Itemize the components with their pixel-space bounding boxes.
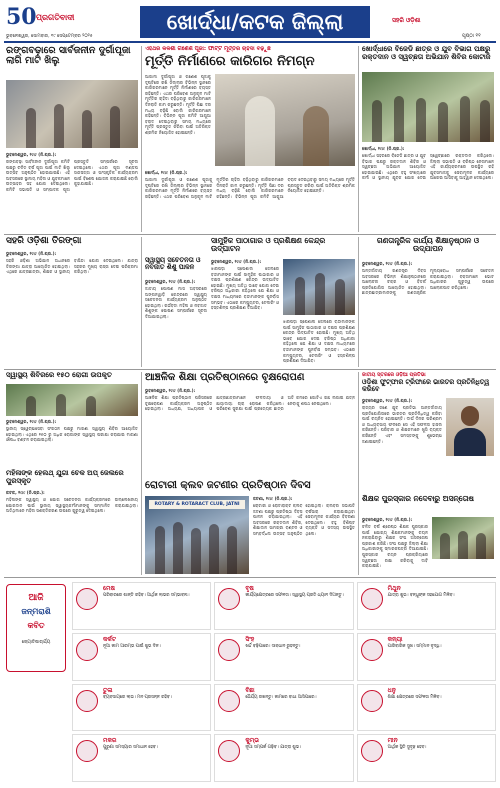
article-body-cont: ଝାରପଡ଼ା ସ୍ପେଶାଲ ଜେଲରେ ବନ୍ଦୀମାନଙ୍କ ପାଇଁ ସାମୁହିକ ପାଠାଗାର ଓ ଦକ୍ଷତା ପ୍ରଶିକ୍ଷଣ କେନ୍ଦ୍ର ଉଦ୍‌ଘାଟିତ ହୋଇଛି। ମୁଖ୍ୟ ଅତିଥି ଭାବେ ଯୋଗ ଦେଇ ବରିଷ୍ଠ ଅଧିକାରୀ କହିଥିଲେ ଯେ ଶିକ୍ଷା ଓ ଦକ୍ଷତା ମାଧ୍ୟମରେ ବନ୍ଦୀମାନଙ୍କ ପୁନର୍ବାସ ସମ୍ଭବ। ଏଠାରେ କମ୍ପ୍ୟୁଟର, ଟେଲରିଂ ଓ ହସ୍ତଶିଳ୍ପ ପ୍ରଶିକ୍ଷଣ ଦିଆଯିବ। xyxy=(283,319,355,364)
article-photo xyxy=(362,72,494,142)
zodiac-icon xyxy=(361,639,383,661)
article-body: ସହରି ଓଡ଼ିଶା ଅଭିଯାନ ଅଧୀନରେ ତିରଙ୍ଗା ଯାତ୍ରା ଆୟୋଜିତ ହୋଇଥିଲା। ଏଥିରେ ଛାତ୍ରଛାତ୍ରୀ, ଶିକ୍ଷକ ଓ ସ୍ଥାନୀୟ ବାସିନ୍ଦା ଯୋଗ ଦେଇଥିଲେ। ଯାତ୍ରା ସହରର ମୁଖ୍ୟ ରାସ୍ତା ଦେଇ ପରିକ୍ରମା କରିଥିଲା। xyxy=(6,258,138,275)
article-kicker: ଜାତୀୟ ସ୍ତରରେ ଓଡ଼ିଆ ପ୍ରତିଭା xyxy=(362,372,426,378)
article-body: ସ୍ଥାନୀୟ ସ୍ୱେଚ୍ଛାସେବୀ ସଂଗଠନ ପକ୍ଷରୁ ମାଗଣା ସ୍ୱାସ୍ଥ୍ୟ ଶିବିର ଆୟୋଜିତ ହୋଇଥିଲା। ଏଥିରେ ୧୫୦ ରୁ ଅଧିକ ରୋଗୀଙ୍କ ସ୍ୱାସ୍ଥ୍ୟ ପରୀକ୍ଷା କରାଯାଇ ମାଗଣା ଔଷଧ ବଣ୍ଟନ କରାଯାଇଥିଲା। xyxy=(6,426,138,443)
zodiac-icon xyxy=(218,588,240,610)
dateline: ଭୁବନେଶ୍ୱର, ୨୯ା୯ (ନି.ପ୍ର.): xyxy=(145,388,196,393)
zodiac-name: ବିଛା xyxy=(245,686,255,694)
dateline: ଭୁବନେଶ୍ୱର, ୨୯ା୯ (ନି.ପ୍ର.): xyxy=(145,279,196,284)
zodiac-name: ମକର xyxy=(103,737,117,745)
zodiac-text: ପୁରୁଣା ସମସ୍ୟାର ସମାଧାନ ହେବ। xyxy=(103,745,158,751)
article-body: ରାଜ୍ୟର ଜଣେ ଯୁବ ପ୍ରତିଭା ଆନ୍ତର୍ଜାତୀୟ ପ୍ରତିଯୋଗିତାରେ ଭାରତର ପ୍ରତିନିଧିତ୍ୱ କରିବା ପାଇଁ ଚୟନିତ ହୋଇଛନ୍ତି। ଦୀର୍ଘ ଦିନର ପରିଶ୍ରମ ଓ ଅଧ୍ୟବସାୟ ଫଳରେ ସେ ଏହି ସଫଳତା ହାସଲ କରିଛନ୍ତି। ପରିବାର ଓ ଶିକ୍ଷକମାନେ ଖୁସି ବ୍ୟକ୍ତ କରିଛନ୍ତି ଏବଂ ସମସ୍ତଙ୍କୁ ଶୁଭେଚ୍ଛା ଜଣାଇଛନ୍ତି। xyxy=(362,405,442,444)
dateline: ଖୋର୍ଦ୍ଧା, ୨୯ା୯ (ନି.ପ୍ର.): xyxy=(362,146,405,151)
dateline: ଭୁବନେଶ୍ୱର, ୨୯ା୯ (ନି.ପ୍ର.): xyxy=(6,152,57,157)
article-title: ସ୍ୱାସ୍ଥ୍ୟ ଶିବିରରେ ୧୫୦ ରୋଗୀ ଉପକୃତ xyxy=(6,371,112,379)
article-title: ଖୋର୍ଦ୍ଧାରେ ବିଜେଡି ଛାତ୍ର ଓ ଯୁବ ବିଭାଗ ପକ୍ଷରୁ ରକ୍ତଦାନ ଓ ସ୍ୱଚ୍ଛତା ଅଭିଯାନ ଶିବିର କୋଟାଜି xyxy=(362,45,491,61)
zodiac-text: ଯାତ୍ରା ଶୁଭ। ବନ୍ଧୁଙ୍କ ସହଯୋଗ ମିଳିବ। xyxy=(387,593,455,598)
logo xyxy=(6,4,96,30)
article-rotary xyxy=(145,480,355,575)
article-body: ଝାରପଡ଼ା ସ୍ପେଶାଲ ଜେଲରେ ବନ୍ଦୀମାନଙ୍କ ପାଇଁ ସାମୁହିକ ପାଠାଗାର ଓ ଦକ୍ଷତା ପ୍ରଶିକ୍ଷଣ କେନ୍ଦ୍ର ଉଦ୍‌ଘାଟିତ ହୋଇଛି। ମୁଖ୍ୟ ଅତିଥି ଭାବେ ଯୋଗ ଦେଇ ବରିଷ୍ଠ ଅଧିକାରୀ କହିଥିଲେ ଯେ ଶିକ୍ଷା ଓ ଦକ୍ଷତା ମାଧ୍ୟମରେ ବନ୍ଦୀମାନଙ୍କ ପୁନର୍ବାସ ସମ୍ଭବ। ଏଠାରେ କମ୍ପ୍ୟୁଟର, ଟେଲରିଂ ଓ ହସ୍ତଶିଳ୍ପ ପ୍ରଶିକ୍ଷଣ ଦିଆଯିବ। xyxy=(211,266,279,311)
horoscope-item xyxy=(214,582,353,630)
zodiac-icon xyxy=(361,740,383,762)
article-plantation xyxy=(145,372,355,477)
article-title: ସ୍ୱାସ୍ଥ୍ୟ ସଚେତନତା ଓ ନବଜାତ ଶିଶୁ ପାଳନ xyxy=(145,256,201,272)
article-title: ଓଡ଼ିଶା ଫୁଟ୍‌ଫାର ଟ୍ରିଫାରେ ଭାରତର ପ୍ରତିନିଧିତ୍ୱ କରିବେ xyxy=(362,378,490,394)
horoscope-heading xyxy=(6,584,66,672)
article-body: ଖୋର୍ଦ୍ଧା ସହରରେ ବିଜେଡି ଛାତ୍ର ଓ ଯୁବ ବିଭାଗ ପକ୍ଷରୁ ରକ୍ତଦାନ ଶିବିର ଓ ସ୍ୱଚ୍ଛତା ଅଭିଯାନ ଆୟୋଜିତ ହୋଇଯାଇଛି। ଏଥିରେ ବହୁ ସଂଖ୍ୟାରେ କର୍ମୀ ଓ ସ୍ଥାନୀୟ ଯୁବକ ଯୋଗ ଦେଇ ସ୍ୱେଚ୍ଛାରେ ରକ୍ତଦାନ କରିଥିଲେ। ଜିଲ୍ଲା ସଭାପତି ଓ ବରିଷ୍ଠ ନେତାମାନେ ଏହି କାର୍ଯ୍ୟକ୍ରମରେ ଉପସ୍ଥିତ ରହି ଯୁବସମାଜକୁ ସେବାମୂଳକ କାର୍ଯ୍ୟରେ ଆଗେଇ ଆସିବାକୁ ଆହ୍ୱାନ ଦେଇଥିଲେ। xyxy=(362,153,494,181)
horoscope-heading-2: ଜନ୍ମରାଶି xyxy=(21,607,51,616)
zodiac-text: ପରିବାରରେ ଶାନ୍ତି ରହିବ। ଆର୍ଥିକ ଲାଭର ସମ୍ଭାବନା। xyxy=(103,593,190,598)
zodiac-icon xyxy=(361,690,383,712)
masthead-rule xyxy=(4,41,496,43)
article-health xyxy=(145,257,207,367)
zodiac-name: ଧନୁ xyxy=(387,686,396,694)
zodiac-text: ଖର୍ଚ୍ଚ ବଢ଼ିପାରେ। ସାବଧାନ ରୁହନ୍ତୁ। xyxy=(245,643,301,649)
horoscope-item xyxy=(214,633,353,681)
article-body: ଜାତୀୟ ପୋଷଣ ମାସ ଅବସରରେ ଅଙ୍ଗନୱାଡ଼ି କେନ୍ଦ୍ରରେ ସ୍ୱାସ୍ଥ୍ୟ ସଚେତନତା କାର୍ଯ୍ୟକ୍ରମ ଅନୁଷ୍ଠିତ ହୋଇଥିଲା। ଗର୍ଭବତୀ ମହିଳା ଓ ନବଜାତ ଶିଶୁଙ୍କ ପୋଷଣ ସମ୍ପର୍କରେ ସୂଚନା ଦିଆଯାଇଥିଲା। xyxy=(145,286,207,319)
portrait-photo xyxy=(446,398,494,456)
zodiac-icon xyxy=(218,740,240,762)
row-rule xyxy=(4,369,496,370)
horoscope-item xyxy=(357,582,496,630)
horoscope-section xyxy=(4,580,496,784)
horoscope-grid xyxy=(72,582,496,782)
horoscope-item xyxy=(357,734,496,782)
column-rule xyxy=(358,46,359,232)
logo-number: 50 xyxy=(6,4,37,30)
zodiac-text: ପାରିବାରିକ ସୁଖ। ସମ୍ମାନ ବୃଦ୍ଧି। xyxy=(387,643,442,649)
article-kicker: ଏହିଥର କଳଶୀ ଗଣେଶ ପୂଜା: ଫାଟ୍ଟି ମୂର୍ତ୍ତିର ଚାହିଦା ବଢ଼ୁଛି xyxy=(145,46,271,52)
zodiac-text: ଧୈର୍ଯ୍ୟ ରଖନ୍ତୁ। କାମରେ ବାଧା ଆସିପାରେ। xyxy=(245,694,317,700)
article-body: ରୋଟାରୀ ଓ ରୋଟାରାକ୍ଟ କ୍ଲବ ଜଟଣୀ ପକ୍ଷରୁ ପ୍ରତିଷ୍ଠା ଦିବସ ପାଳନ କରାଯାଇଥିଲା। ଏହି ଅବସରରେ ରକ୍ତଦାନ ଶିବିର, ଶିକ୍ଷାଦାନ ସାମଗ୍ରୀ ବଣ୍ଟନ ଓ ସମ୍ବର୍ଦ୍ଧନା ଉତ୍ସବ ଅନୁଷ୍ଠିତ ହୋଇଥିଲା। କ୍ଲବର ସଭାପତି ବର୍ଷସାରା କରାଯାଇଥିବା ସେବାମୂଳକ କାର୍ଯ୍ୟର ବିବରଣୀ ଦେଇଥିଲେ। ବହୁ ବିଶିଷ୍ଟ ବ୍ୟକ୍ତି ଓ ସଦସ୍ୟ ଉପସ୍ଥିତ ଥିଲେ। xyxy=(253,503,355,536)
article-photo xyxy=(145,496,249,574)
article-title: ଗଣତାନ୍ତ୍ରିକ କାର୍ଯ୍ୟ ଶିକ୍ଷାନୁଷ୍ଠାନ ଓ ଉଦ୍‌ଯାପନ xyxy=(376,236,480,254)
article-photo xyxy=(6,384,138,416)
horoscope-item xyxy=(357,684,496,732)
zodiac-name: ବୃଷ xyxy=(245,585,254,592)
dateline: ଭୁବନେଶ୍ୱର, ୨୯ା୯ (ନି.ପ୍ର.): xyxy=(362,261,413,266)
column-rule xyxy=(141,372,142,575)
article-swasthya xyxy=(6,372,138,467)
article-title: ସାମୁହିକ ପାଠାଗାର ଓ ପ୍ରଶିକ୍ଷଣ କେନ୍ଦ୍ର ଉଦ୍‌ଘାଟନ xyxy=(211,236,326,254)
column-rule xyxy=(141,237,142,367)
article-body: ରଙ୍ଗବଢ଼ା ସାର୍ବଜନୀନ ଦୁର୍ଗାପୂଜା କମିଟି ପକ୍ଷରୁ ଚଳିତ ବର୍ଷ ପୂଜା ପାଇଁ ମାଟି ଖିଲୁ ଉତ୍ସବ ଅନୁଷ୍ଠିତ ହୋଇଯାଇଛି। ଏହି ଅବସରରେ ସ୍ଥାନୀୟ ମହିଳା ଓ ଯୁବକମାନେ ଉତ୍ସାହର ସହ ଯୋଗ ଦେଇଥିଲେ। କମିଟି ସଭାପତି ଓ ସମ୍ପାଦକ ପୂଜା ପ୍ରସ୍ତୁତି ସମ୍ପର୍କରେ ସୂଚନା ଦେଇଥିଲେ। ଏଥର ପୂଜା ମଣ୍ଡପ ସାଜସଜ୍ଜା ଓ ସାଂସ୍କୃତିକ କାର୍ଯ୍ୟକ୍ରମ ପାଇଁ ବିଶେଷ ଯୋଜନା କରାଯାଇଛି ବୋଲି କୁହାଯାଇଛି। xyxy=(6,159,138,192)
article-body: ଅନ୍ତର୍ଜାତୀୟ ଗଣତନ୍ତ୍ର ଦିବସ ଅବସରରେ ବିଭିନ୍ନ ଶିକ୍ଷାନୁଷ୍ଠାନରେ ଆଲୋଚନା ଚକ୍ର ଓ ବିତର୍କ ପ୍ରତିଯୋଗିତା ଆୟୋଜିତ ହୋଇଥିଲା। ଛାତ୍ରଛାତ୍ରୀମାନଙ୍କୁ ଗଣତାନ୍ତ୍ରିକ ମୂଲ୍ୟବୋଧ ସମ୍ପର୍କରେ ସଚେତନ କରାଯାଇଥିଲା। ବକ୍ତାମାନେ ଭୋଟ ଅଧିକାରର ଗୁରୁତ୍ୱ ଉପରେ ଆଲୋକପାତ କରିଥିଲେ। xyxy=(362,268,494,296)
article-title: ମୂର୍ତ୍ତି ନିର୍ମାଣରେ କାରିଗର ନିମଗ୍ନ xyxy=(145,54,315,69)
article-body: ମହିଳାଙ୍କ ସ୍ୱାସ୍ଥ୍ୟ ଓ ଯୋଗ ସଚେତନତା କାର୍ଯ୍ୟକ୍ରମରେ ଉଲ୍ଲେଖନୀୟ ଯୋଗଦାନ ପାଇଁ ସ୍ଥାନୀୟ ସ୍ୱାସ୍ଥ୍ୟକର୍ମୀମାନଙ୍କୁ ସମ୍ମାନିତ କରାଯାଇଥିଲା। ଅତିଥିମାନେ ମହିଳା ସଶକ୍ତିକରଣ ଉପରେ ଗୁରୁତ୍ୱ ଦେଇଥିଲେ। xyxy=(6,497,138,514)
article-body: ଚଳିତ ବର୍ଷ ଶ୍ରେଷ୍ଠ ଶିକ୍ଷକ ପୁରସ୍କାର ପାଇଁ ଯୋଗ୍ୟ ଶିକ୍ଷକମାନଙ୍କୁ ଚୟନ ନକରାଯିବାରୁ ଶିକ୍ଷକ ସଂଘ ଅସନ୍ତୋଷ ପ୍ରକାଶ କରିଛି। ସଂଘ ପକ୍ଷରୁ ଜିଲ୍ଲା ଶିକ୍ଷା ଅଧିକାରୀଙ୍କୁ ସ୍ମାରକପତ୍ର ଦିଆଯାଇଛି। ପୁରସ୍କାର ଚୟନ ପ୍ରକ୍ରିୟାରେ ସ୍ୱଚ୍ଛତା ରକ୍ଷା କରିବାକୁ ଦାବି କରାଯାଇଛି। xyxy=(362,524,428,569)
article-title: ମହିଳାଙ୍କ ହେଲଥ୍ ଯୁଗା ଚେକ ଅପ୍ ଜେଲରେ ପୁରସ୍କୃତ xyxy=(6,469,124,485)
zodiac-name: କୁମ୍ଭ xyxy=(245,737,259,745)
dateline: ଭୁବନେଶ୍ୱର, ୨୯ା୯ (ନି.ପ୍ର.): xyxy=(362,398,413,403)
article-photo xyxy=(432,517,494,559)
horoscope-item xyxy=(72,582,211,630)
article-title: ରୋଟାରୀ କ୍ଲବ ଜଟଣୀର ପ୍ରତିଷ୍ଠାନ ଦିବସ xyxy=(145,480,311,491)
dateline: କଟକ, ୨୯ା୯ (ନି.ପ୍ର.): xyxy=(6,490,45,495)
zodiac-icon xyxy=(76,588,98,610)
article-women xyxy=(6,470,138,575)
zodiac-icon xyxy=(218,639,240,661)
horoscope-item xyxy=(72,684,211,732)
horoscope-heading-3: କବିତ xyxy=(27,621,45,630)
article-durga xyxy=(6,46,138,232)
article-idol xyxy=(145,46,355,232)
horoscope-author: ଜ୍ୟୋତିଷାଚାର୍ଯ୍ୟ xyxy=(21,640,51,645)
zodiac-text: ଆର୍ଥିକ ସ୍ଥିତି ସୁଦୃଢ଼ ହେବ। xyxy=(387,745,427,751)
zodiac-name: ତୁଳା xyxy=(103,686,113,694)
zodiac-name: କର୍କଟ xyxy=(103,635,117,643)
edition-line: ଭୁବନେଶ୍ୱର, ସୋମବାର, ୧୯ ସେପ୍ଟେମ୍ବର ୨୦୨୫ xyxy=(6,34,93,39)
dateline: ଭୁବନେଶ୍ୱର, ୨୯ା୯ (ନି.ପ୍ର.): xyxy=(6,251,57,256)
dateline: ଭୁବନେଶ୍ୱର, ୨୯ା୯ (ନି.ପ୍ର.): xyxy=(362,517,413,522)
article-title: ରଙ୍ଗବଢ଼ାରେ ସାର୍ବଜନୀନ ଦୁର୍ଗାପୂଜା ଲାଗି ମାଟି ଖିଲୁ xyxy=(6,45,131,67)
zodiac-name: ମିଥୁନ xyxy=(387,585,401,592)
dateline: ଭୁବନେଶ୍ୱର, ୨୯ା୯ (ନି.ପ୍ର.): xyxy=(211,259,262,264)
article-democracy xyxy=(362,237,494,367)
row-rule xyxy=(4,234,496,235)
article-prison xyxy=(211,237,355,367)
article-body: ଆଞ୍ଚଳିକ ଶିକ୍ଷା ପ୍ରତିଷ୍ଠାନ ପରିସରରେ ବୃକ୍ଷରୋପଣ କାର୍ଯ୍ୟକ୍ରମ ଅନୁଷ୍ଠିତ ହୋଇଥିଲା। ଅଧ୍ୟକ୍ଷ, ଅଧ୍ୟାପକ ଓ ଛାତ୍ରଛାତ୍ରୀମାନେ ଫଳଦାୟୀ ଓ ଛାୟାଦାୟୀ ଚାରା ରୋପଣ କରିଥିଲେ। ପରିବେଶ ସୁରକ୍ଷା ପାଇଁ ପ୍ରତ୍ୟେକ ଛାତ୍ର ଅତି କମରେ ଗୋଟିଏ ଗଛ ଲଗାଇ ଯତ୍ନ ନେବାକୁ ଶପଥ ନେଇଥିଲେ। xyxy=(145,395,355,412)
article-photo xyxy=(215,74,355,166)
article-odisha-pride xyxy=(362,372,494,492)
horoscope-item xyxy=(214,684,353,732)
zodiac-name: କନ୍ୟା xyxy=(387,635,403,643)
article-title: ଆଞ୍ଚଳିକ ଶିକ୍ଷା ପ୍ରତିଷ୍ଠାନରେ ବୃକ୍ଷରୋପଣ xyxy=(145,372,305,383)
zodiac-icon xyxy=(218,690,240,712)
row-rule xyxy=(4,577,496,578)
column-rule xyxy=(358,372,359,575)
page-number: ପୃଷ୍ଠା ୧୧ xyxy=(462,33,481,39)
horoscope-item xyxy=(357,633,496,681)
zodiac-icon xyxy=(76,639,98,661)
zodiac-icon xyxy=(361,588,383,610)
article-photo xyxy=(6,80,138,148)
article-title: ଶିକ୍ଷକ ପୁରସ୍କାର ନଦେବାରୁ ଅସନ୍ତୋଷ xyxy=(362,494,474,503)
dateline: ଭୁବନେଶ୍ୱର, ୨୯ା୯ (ନି.ପ୍ର.): xyxy=(6,419,57,424)
article-body: ଆଗାମୀ ଦୁର୍ଗାପୂଜା ଓ ଗଣେଶ ପୂଜାକୁ ଦୃଷ୍ଟିରେ ରଖି ଜିଲ୍ଲାର ବିଭିନ୍ନ ସ୍ଥାନରେ କାରିଗରମାନେ ମୂର୍ତ୍ତି ନିର୍ମାଣରେ ବ୍ୟସ୍ତ ରହିଛନ୍ତି। ଏଥର ପରିବେଶ ଅନୁକୂଳ ମାଟି ମୂର୍ତ୍ତିର ଚାହିଦା ବଢ଼ିଥିବାରୁ କାରିଗରମାନେ ଦିନରାତି କାମ କରୁଛନ୍ତି। ମୂର୍ତ୍ତି ପିଛା ଦର ମଧ୍ୟ ବଢ଼ିଛି ବୋଲି କାରିଗରମାନେ କହିଛନ୍ତି। ବିଭିନ୍ନ ପୂଜା କମିଟି ଆଗୁଆ ବରାଦ ଦେଇଥିବାରୁ ସମୟ ମଧ୍ୟରେ ମୂର୍ତ୍ତି ପ୍ରସ୍ତୁତ କରିବା ପାଇଁ ଅତିରିକ୍ତ ଶ୍ରମିକ ନିୟୋଜିତ ହୋଇଛନ୍ତି। xyxy=(145,74,211,135)
masthead xyxy=(0,0,500,44)
zodiac-icon xyxy=(76,740,98,762)
horoscope-item xyxy=(72,734,211,782)
column-rule xyxy=(141,46,142,232)
dateline: ଜଟଣୀ, ୨୯ା୯ (ନି.ପ୍ର.): xyxy=(253,496,293,501)
zodiac-text: ଶିକ୍ଷା କ୍ଷେତ୍ରରେ ସଫଳତା ମିଳିବ। xyxy=(387,694,442,700)
zodiac-text: ନୂଆ ସମ୍ପର୍କ ଗଢ଼ିବ। ଯାତ୍ରା ଶୁଭ। xyxy=(245,745,301,751)
article-teacher xyxy=(362,495,494,575)
zodiac-name: ମେଷ xyxy=(103,585,115,592)
article-photo xyxy=(283,259,355,315)
rotary-banner: ROTARY & ROTARACT CLUB, JATNI xyxy=(149,500,245,509)
horoscope-item xyxy=(72,633,211,681)
section-title: ଖୋର୍ଦ୍ଧା/କଟକ ଜିଲ୍ଲା xyxy=(140,6,370,38)
zodiac-text: ନୂଆ କାମ ଆରମ୍ଭ ପାଇଁ ଶୁଭ ଦିନ। xyxy=(103,643,161,649)
top-right-tag: ସହରି ଓଡ଼ିଶା xyxy=(392,17,421,24)
logo-brand: ପ୍ରଗତିବାଦୀ xyxy=(36,13,75,22)
article-tiranga xyxy=(6,237,138,367)
dateline: ଖୋର୍ଦ୍ଧା, ୨୯ା୯ (ନି.ପ୍ର.): xyxy=(145,170,188,175)
horoscope-item xyxy=(214,734,353,782)
column-rule xyxy=(358,237,359,367)
article-khordha-top xyxy=(362,46,494,232)
article-body-cont: ଆଗାମୀ ଦୁର୍ଗାପୂଜା ଓ ଗଣେଶ ପୂଜାକୁ ଦୃଷ୍ଟିରେ ରଖି ଜିଲ୍ଲାର ବିଭିନ୍ନ ସ୍ଥାନରେ କାରିଗରମାନେ ମୂର୍ତ୍ତି ନିର୍ମାଣରେ ବ୍ୟସ୍ତ ରହିଛନ୍ତି। ଏଥର ପରିବେଶ ଅନୁକୂଳ ମାଟି ମୂର୍ତ୍ତିର ଚାହିଦା ବଢ଼ିଥିବାରୁ କାରିଗରମାନେ ଦିନରାତି କାମ କରୁଛନ୍ତି। ମୂର୍ତ୍ତି ପିଛା ଦର ମଧ୍ୟ ବଢ଼ିଛି ବୋଲି କାରିଗରମାନେ କହିଛନ୍ତି। ବିଭିନ୍ନ ପୂଜା କମିଟି ଆଗୁଆ ବରାଦ ଦେଇଥିବାରୁ ସମୟ ମଧ୍ୟରେ ମୂର୍ତ୍ତି ପ୍ରସ୍ତୁତ କରିବା ପାଇଁ ଅତିରିକ୍ତ ଶ୍ରମିକ ନିୟୋଜିତ ହୋଇଛନ୍ତି। xyxy=(145,177,355,199)
zodiac-name: ସିଂହ xyxy=(245,635,255,643)
article-title: ସହରି ଓଡ଼ିଶା ତିରଙ୍ଗା xyxy=(6,236,82,246)
horoscope-heading-1: ଆଜି xyxy=(28,593,44,603)
zodiac-text: କାର୍ଯ୍ୟକ୍ଷେତ୍ରରେ ସଫଳତା। ସ୍ୱାସ୍ଥ୍ୟ ପ୍ରତି ଧ୍ୟାନ ଦିଅନ୍ତୁ। xyxy=(245,593,344,598)
zodiac-name: ମୀନ xyxy=(387,737,398,745)
zodiac-icon xyxy=(76,690,98,712)
zodiac-text: ବ୍ୟବସାୟରେ ଲାଭ। ମନ ପ୍ରସନ୍ନ ରହିବ। xyxy=(103,694,172,700)
